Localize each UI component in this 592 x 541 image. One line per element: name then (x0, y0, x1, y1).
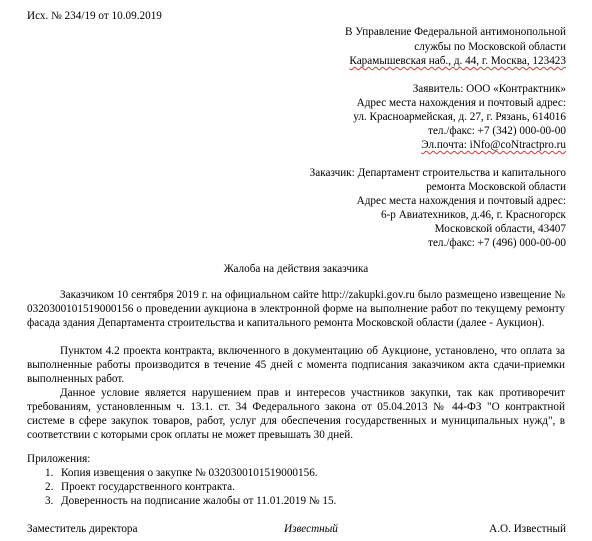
paragraph-2 (27, 344, 565, 386)
customer-name: Заказчик: Департамент строительства и капитального (309, 167, 566, 179)
customer-address-label: Адрес места нахождения и почтовый адрес: (356, 195, 566, 207)
recipient-line: службы по Московской области (414, 41, 566, 53)
list-item-text: Копия извещения о закупке № 0320300101519000156. (61, 467, 318, 479)
list-item-text: Доверенность на подписание жалобы от 11.01.2019 № 15. (61, 495, 337, 507)
applicant-name: Заявитель: ООО «Контрактник» (412, 83, 566, 95)
customer-name-cont: ремонта Московской области (426, 181, 566, 193)
applicant-email: Эл.почта: iNfo@coNtractpro.ru (421, 139, 566, 151)
list-item (45, 480, 235, 494)
customer-address-cont: Московской области, 43407 (434, 223, 566, 235)
list-item-number: 1. (45, 467, 54, 479)
document-title: Жалоба на действия заказчика (223, 263, 369, 275)
attachments-heading: Приложения: (27, 453, 91, 465)
paragraph-3 (27, 386, 565, 442)
applicant-address-label: Адрес места нахождения и почтовый адрес: (356, 97, 566, 109)
paragraph-1 (27, 288, 565, 330)
list-item-number: 3. (45, 495, 54, 507)
applicant-phone: тел./факс: +7 (342) 000-00-00 (428, 125, 566, 137)
paragraph-1-text: Заказчиком 10 сентября 2019 г. на официальном сайте http://zakupki.gov.ru было размещено извещение № 0320300101519000156 о проведении аукциона в электронной форме на выполнение работ по текущему ремонту фасада здания Департамента строительства и капитального ремонта Московской области (далее - Аукцион). (27, 289, 565, 329)
list-item (45, 494, 336, 508)
list-item-number: 2. (45, 481, 54, 493)
recipient-line: В Управление Федеральной антимонопольной (345, 26, 566, 38)
customer-address: 6-р Авиатехников, д.46, г. Красногорск (380, 209, 566, 221)
signature: Известный (284, 523, 338, 535)
customer-phone: тел./факс: +7 (496) 000-00-00 (428, 237, 566, 249)
list-item-text: Проект государственного контракта. (61, 481, 235, 493)
paragraph-2-text: Пунктом 4.2 проекта контракта, включенного в документацию об Аукционе, установлено, что оплата за выполненные работы производится в течение 45 дней с момента подписания заказчиком акта сдачи-приемки выполненных работ. (27, 345, 565, 385)
paragraph-3-text: Данное условие является нарушением прав и интересов участников закупки, так как противоречит требованиям, установленным ч. 13.1. ст. 34 Федерального закона от 05.04.2013 № 44-ФЗ "О контрактной системе в сфере закупок товаров, работ, услуг для обеспечения государственных и муниципальных нужд", в соответствии с которыми срок оплаты не может превышать 30 дней. (27, 387, 565, 441)
signatory-name: А.О. Известный (489, 523, 566, 535)
recipient-address: Карамышевская наб., д. 44, г. Москва, 123423 (349, 55, 566, 67)
signature-position: Заместитель директора (27, 523, 138, 535)
list-item (45, 466, 318, 480)
applicant-address: ул. Красноармейская, д. 27, г. Рязань, 614016 (353, 111, 566, 123)
outgoing-number: Исх. № 234/19 от 10.09.2019 (27, 10, 162, 22)
